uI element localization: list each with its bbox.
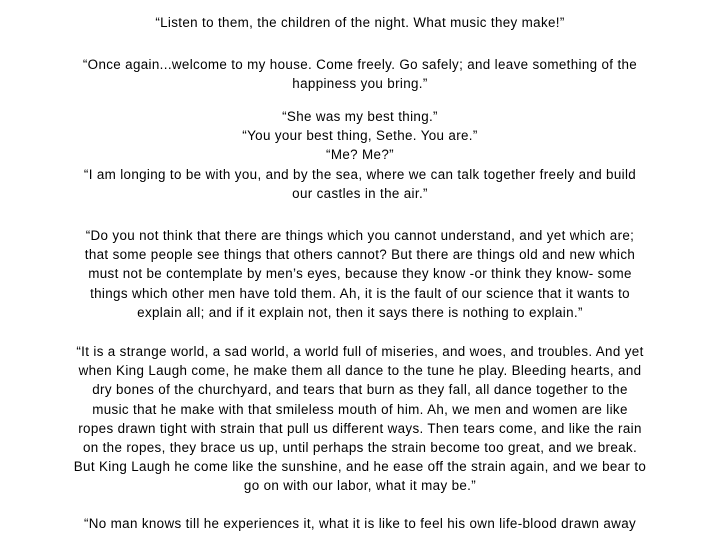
quote-line: must not be contemplate by men’s eyes, because they know -or think they know- some [88,266,632,282]
quote-line: when King Laugh come, he make them all dance to the tune he play. Bleeding hearts, and [78,363,642,379]
quote-line: go on with our labor, what it may be.” [243,478,477,494]
quote-line: “Do you not think that there are things which you cannot understand, and yet which are; [85,228,635,243]
quote-children-of-the-night [55,13,665,32]
quote-line: “It is a strange world, a sad world, a world full of miseries, and woes, and troubles. And yet [76,344,644,359]
quote-line: our castles in the air.” [292,185,428,201]
quote-line: music that he make with that smileless mouth of him. Ah, we men and women are like [92,401,628,417]
quote-line: happiness you bring.” [292,76,428,92]
quote-line: “Once again...welcome to my house. Come freely. Go safely; and leave something of the [82,57,638,72]
quote-things-you-cannot-understand [55,226,665,322]
quote-line: on the ropes, they brace us up, until perhaps the strain become too great, and we break. [82,440,638,456]
quote-life-blood [55,514,665,533]
quote-line: “No man knows till he experiences it, what it is like to feel his own life-blood drawn away [83,516,637,531]
quote-line: explain all; and if it explain not, then it says there is nothing to explain.” [137,304,583,320]
quote-line: things which other men have told them. Ah, it is the fault of our science that it wants to [90,285,630,301]
quote-line: “I am longing to be with you, and by the sea, where we can talk together freely and build [83,166,637,182]
quote-line: “She was my best thing.” [282,109,438,124]
quote-line: dry bones of the churchyard, and tears that burn as they fall, all dance together to the [92,382,628,398]
quote-welcome-to-my-house [55,55,665,93]
quote-line: ropes drawn tight with strain that pull us different ways. Then tears come, and like the rain [78,420,642,436]
quote-line: But King Laugh he come like the sunshine, and he ease off the strain again, and we bear to [73,459,647,475]
quote-line: that some people see things that others cannot? But there are things old and new which [84,247,636,263]
quote-line: “Listen to them, the children of the night. What music they make!” [155,15,565,30]
quote-king-laugh [55,342,665,496]
quote-line: “Me? Me?” [326,147,394,163]
quote-best-thing [55,107,665,203]
quote-line: “You your best thing, Sethe. You are.” [242,128,478,144]
